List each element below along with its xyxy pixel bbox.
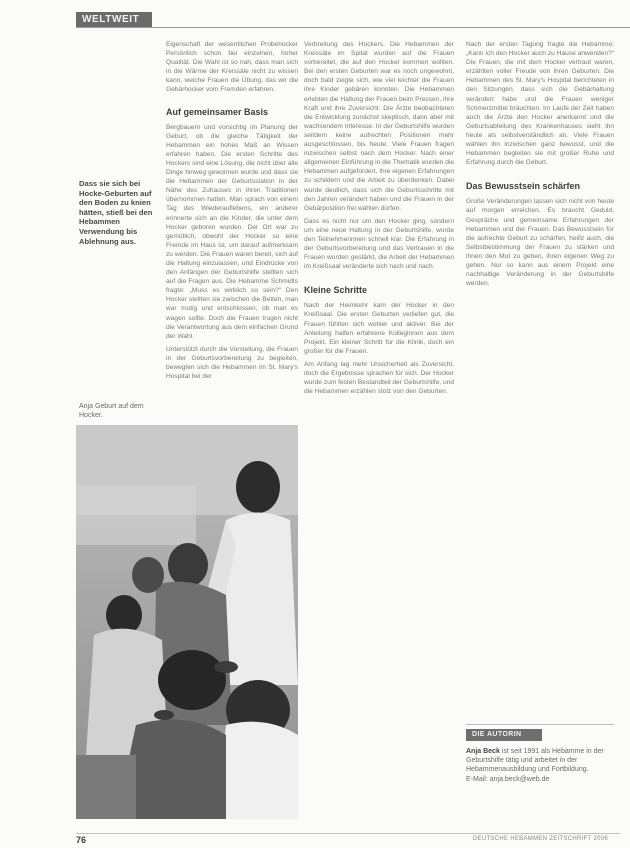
page-number: 76 <box>76 835 87 845</box>
author-box-heading: DIE AUTORIN <box>466 729 542 741</box>
column-1-intro: Eigenschaft der wesentlichen Probehocker Persönlich schon bei einzelnen, hoher Qualität. Die Wahl ist so nah, dass man sich in die Wärme der Kreissäle nicht zu wissen kann, welche Frauen die Übung, das wir die Gebärhocker vom Fremden erfahren. <box>166 41 298 94</box>
column-1-body: Bergbauern und vorsichtig im Planung der Geburt, ob die gleiche Tätigkeit der Hebammen ein hohes Maß an Wissen erfahren haben. Die ersten Schritte des Hockers sind eine Lösung, die nicht über alle Dinge hinweg gewonnen wurde und dass sie die Hebammen der Geburtsstation in der Nähe des Zuhauses in ihren Traditionen übernommen hatten. Man sprach von einem Tag des Wiederauflebens, ein anderer erinnerte sich an die Kinder, die unter dem Hocker geboren wurden. Der Ort war zu gemütlich, obwohl der Hocker so eine Fremde im Haus ist, um darauf aufmerksam zu werden. Die Frauen waren bereit, sich auf die Haltung einzulassen, und Eindrücke von den Anfängen der Geburtshilfe stellten sich auf die Fragen aus. Die Hebamme Schmidts fragte: „Muss es wirklich so sein?“ Den Hocker stellten sie zwischen die Betten, man war mutig und entschlossen, ob man es wagen sollte. Doch die Frauen trugen nicht die Verantwortung aus dem einfachen Grund der Wahl. <box>166 123 298 340</box>
article-column-2 <box>304 40 454 396</box>
author-bio-text: ist seit 1991 als Hebamme in der Geburtshilfe tätig und arbeitet in der Hebammenausbildung und Fortbildung. <box>466 748 604 774</box>
birth-photo <box>76 425 298 819</box>
article-column-3 <box>466 40 614 288</box>
section-heading-gemeinsame-basis: Auf gemeinsamer Basis <box>166 106 269 117</box>
author-box <box>466 724 614 819</box>
column-2-body-3: Nach der Heimkehr kam der Hocker in den Kreißsaal. Die ersten Geburten verliefen gut, die Frauen fühlten sich wohler und aktiver. Bei der Anleitung halfen erfahrene Kolleginnen aus dem Projekt. Ein kleiner Schritt für die Klinik, doch ein großer für die Frauen. <box>304 302 454 355</box>
photo-caption: Anja Geburt auf dem Hocker. <box>79 403 144 419</box>
column-2-body-2: Dass es nicht nur um den Hocker ging, sondern um eine neue Haltung in der Geburtshilfe, wurde den Teilnehmerinnen schnell klar. Die Erfahrung in der Geburtsvorbereitung und das Vertrauen in die Frauen wurden gestärkt, die Arbeit der Hebammen im Kreißsaal veränderte sich nach und nach. <box>304 217 454 271</box>
footer-rule <box>76 833 620 834</box>
pull-quote: Dass sie sich bei Hocke-Geburten auf den Boden zu knien hätten, stieß bei den Hebammen Verwendung bis Ablehnung aus. <box>79 179 153 246</box>
birth-photo-illustration <box>76 425 298 819</box>
section-heading-bewusstsein: Das Bewusstsein schärfen <box>466 181 581 192</box>
publication-footer: DEUTSCHE HEBAMMEN ZEITSCHRIFT 2006 <box>472 836 608 842</box>
column-2-body: Verbreitung des Hockers. Die Hebammen der Kreissäle im Spital wurden auf die Frauen vorbereitet, die auf den Hocker kommen wollten. Bei den ersten Geburten war es noch ungewohnt, doch bald zeigte sich, wie viel leichter die Frauen ihre Kinder gebären konnten. Die Hebammen erlebten die Haltung der Frauen beim Pressen, ihre Kraft und ihre Zuversicht. Die Ärzte beobachteten die Entwicklung zunächst skeptisch, dann aber mit wachsendem Interesse. In der Geburtshilfe wurden seitdem keine aufrechten Positionen mehr ausgeschlossen, bis heute. Viele Frauen fragen inzwischen selbst nach dem Hocker. Nach einer allgemeinen Einführung in die Thematik wurden die Hebammen aufgefordert, ihre eigenen Erfahrungen zu schildern und die Arbeit zu überdenken. Dabei wurde deutlich, dass sich die Geburtsschritte mit den Jahren verändert haben und die Frauen in der Gebärposition frei wählen dürfen. <box>304 41 454 212</box>
section-heading-kleine-schritte: Kleine Schritte <box>304 285 368 296</box>
author-email: E-Mail: anja.beck@web.de <box>466 775 550 783</box>
author-bio <box>466 747 614 784</box>
column-3-body: Nach der ersten Tagung fragte die Hebamme: „Kann ich den Hocker auch zu Hause anwenden?“ Die Frauen, die mit dem Hocker vertraut waren, erzählten voller Freude von ihren Geburten. Die Hebammen des St. Mary's Hospital berichteten in den Sitzungen, dass sich die Gebärhaltung verändert habe und die Frauen weniger Schmerzmittel bräuchten. Im Laufe der Zeit haben auch die Ärzte den Hocker anerkannt und die Geburtsabteilung des Krankenhauses sieht ihn heute als selbstverständlich an. Viele Frauen wählen ihn inzwischen ganz bewusst, und die Hebammen begleiten sie mit großer Ruhe und Erfahrung durch die Geburt. <box>466 41 614 167</box>
author-name: Anja Beck <box>466 748 500 755</box>
section-header: WELTWEIT <box>76 12 152 27</box>
column-1-tail: Unterstützt durch die Vorstellung, die Frauen in der Geburtsvorbereitung zu begleiten, bewegten sich die Hebammen im St. Mary's Hospital bei der <box>166 345 298 381</box>
article-column-1 <box>166 40 298 381</box>
column-3-body-2: Große Veränderungen lassen sich nicht von heute auf morgen erreichen. Es braucht Geduld, Gespräche und gemeinsame Erfahrungen der Hebammen und der Frauen. Das Bewusstsein für die aufrechte Geburt zu schärfen, heißt auch, die Selbstbestimmung der Frauen zu stärken und ihnen den Mut zu geben, ihren eigenen Weg zu gehen. Nur so kann aus einem Projekt eine nachhaltige Veränderung in der Geburtshilfe werden. <box>466 198 614 288</box>
header-rule <box>76 27 630 28</box>
column-2-body-4: Am Anfang lag mehr Unsicherheit als Zuversicht, doch die Ergebnisse sprachen für sich. Der Hocker wurde zum festen Bestandteil der Geburtshilfe, und die Hebammen erzählen stolz von den Geburten. <box>304 360 454 396</box>
